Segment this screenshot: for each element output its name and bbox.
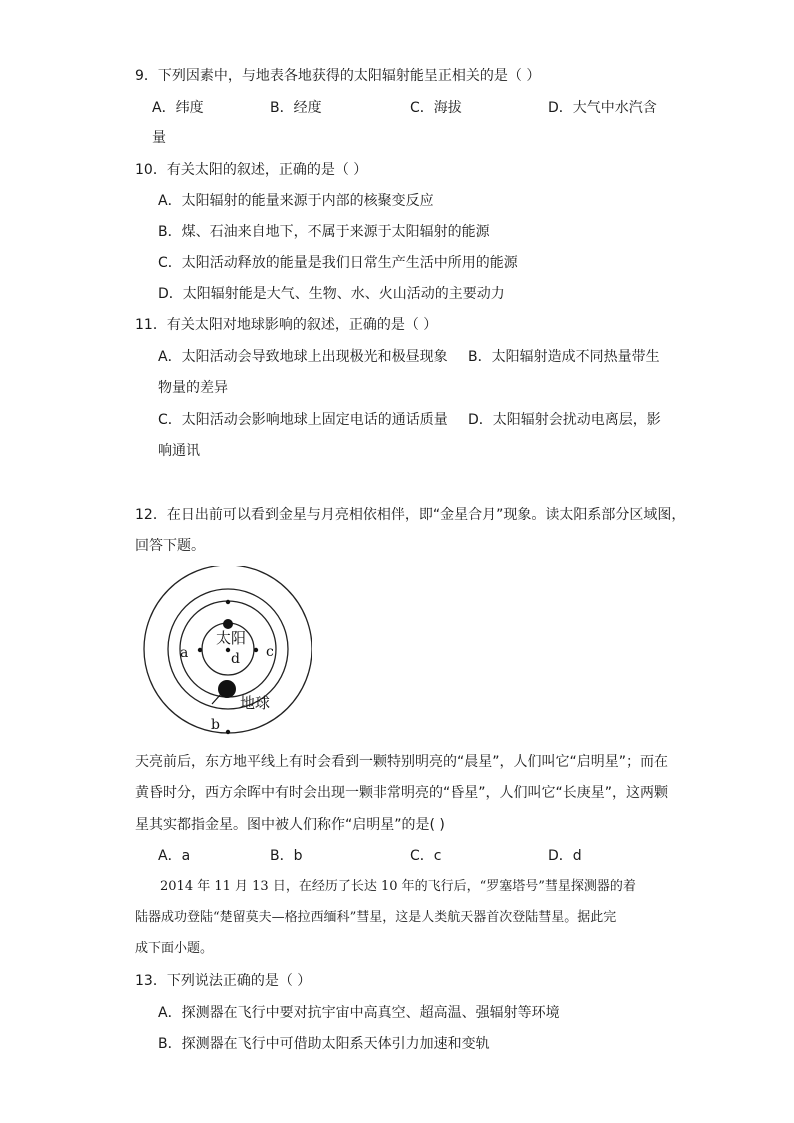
passage-line2: 陆器成功登陆“楚留莫夫—格拉西缅科”彗星，这是人类航天器首次登陆彗星。据此完 (135, 910, 617, 925)
label-d: d (231, 651, 240, 667)
q9-option-a: A．纬度 (152, 100, 204, 116)
q12-stem-line1: 12．在日出前可以看到金星与月亮相依相伴，即“金星合月”现象。读太阳系部分区域图， (135, 507, 686, 523)
q11-option-a: A．太阳活动会导致地球上出现极光和极昼现象 (158, 349, 448, 365)
q12-option-d: D．d (548, 848, 582, 864)
q12-stem-line2: 回答下题。 (135, 538, 205, 554)
q10-option-c: C．太阳活动释放的能量是我们日常生产生活中所用的能源 (158, 255, 518, 271)
q9-option-c: C．海拔 (410, 100, 462, 116)
q11-stem: 11．有关太阳对地球影响的叙述，正确的是（ ） (135, 317, 438, 333)
q12-option-b: B．b (270, 848, 303, 864)
q11-option-b: B．太阳辐射造成不同热量带生 (468, 349, 660, 365)
label-a: a (180, 645, 189, 661)
q12-para-line1: 天亮前后，东方地平线上有时会看到一颗特别明亮的“晨星”，人们叫它“启明星”；而在 (135, 754, 669, 770)
q13-option-a: A．探测器在飞行中要对抗宇宙中高真空、超高温、强辐射等环境 (158, 1005, 560, 1021)
passage-line1: 2014 年 11 月 13 日，在经历了长达 10 年的飞行后，“罗塞塔号”彗星探测器的着 (160, 879, 636, 894)
q9-option-b: B．经度 (270, 100, 322, 116)
q10-option-d: D．太阳辐射能是大气、生物、水、火山活动的主要动力 (158, 286, 505, 302)
earth-label: 地球 (240, 694, 271, 712)
q11-option-c: C．太阳活动会影响地球上固定电话的通话质量 (158, 412, 448, 428)
passage-line3: 成下面小题。 (135, 941, 214, 956)
q9-option-d-continued: 量 (152, 130, 166, 146)
q9-option-d: D．大气中水汽含 (548, 100, 657, 116)
q12-para-line3: 星其实都指金星。图中被人们称作“启明星”的是( ) (135, 817, 445, 833)
q11-option-b-continued: 物量的差异 (158, 380, 228, 396)
q12-option-a: A．a (158, 848, 191, 864)
sun-dot (223, 619, 233, 629)
q13-stem: 13．下列说法正确的是（ ） (135, 973, 312, 989)
q10-stem: 10．有关太阳的叙述，正确的是（ ） (135, 162, 368, 178)
q12-para-line2: 黄昏时分，西方余晖中有时会出现一颗非常明亮的“昏星”，人们叫它“长庚星”，这两颗 (135, 785, 669, 801)
point-a-dot (198, 648, 202, 652)
point-b-dot (226, 730, 230, 734)
q9-stem: 9．下列因素中，与地表各地获得的太阳辐射能呈正相关的是（ ） (135, 68, 541, 84)
q11-option-d-continued: 响通讯 (158, 443, 200, 459)
q12-option-c: C．c (410, 848, 442, 864)
q10-option-a: A．太阳辐射的能量来源于内部的核聚变反应 (158, 193, 434, 209)
label-b: b (211, 717, 220, 733)
q10-option-b: B．煤、石油来自地下，不属于来源于太阳辐射的能源 (158, 224, 490, 240)
q11-option-d: D．太阳辐射会扰动电离层，影 (468, 412, 661, 428)
inner-top-point (226, 600, 230, 604)
point-d-dot (226, 648, 230, 652)
label-c: c (266, 644, 274, 660)
solar-system-diagram (132, 566, 312, 736)
q13-option-b: B．探测器在飞行中可借助太阳系天体引力加速和变轨 (158, 1036, 490, 1052)
sun-label: 太阳 (216, 629, 247, 647)
earth-dot (218, 680, 236, 698)
point-c-dot (254, 648, 258, 652)
